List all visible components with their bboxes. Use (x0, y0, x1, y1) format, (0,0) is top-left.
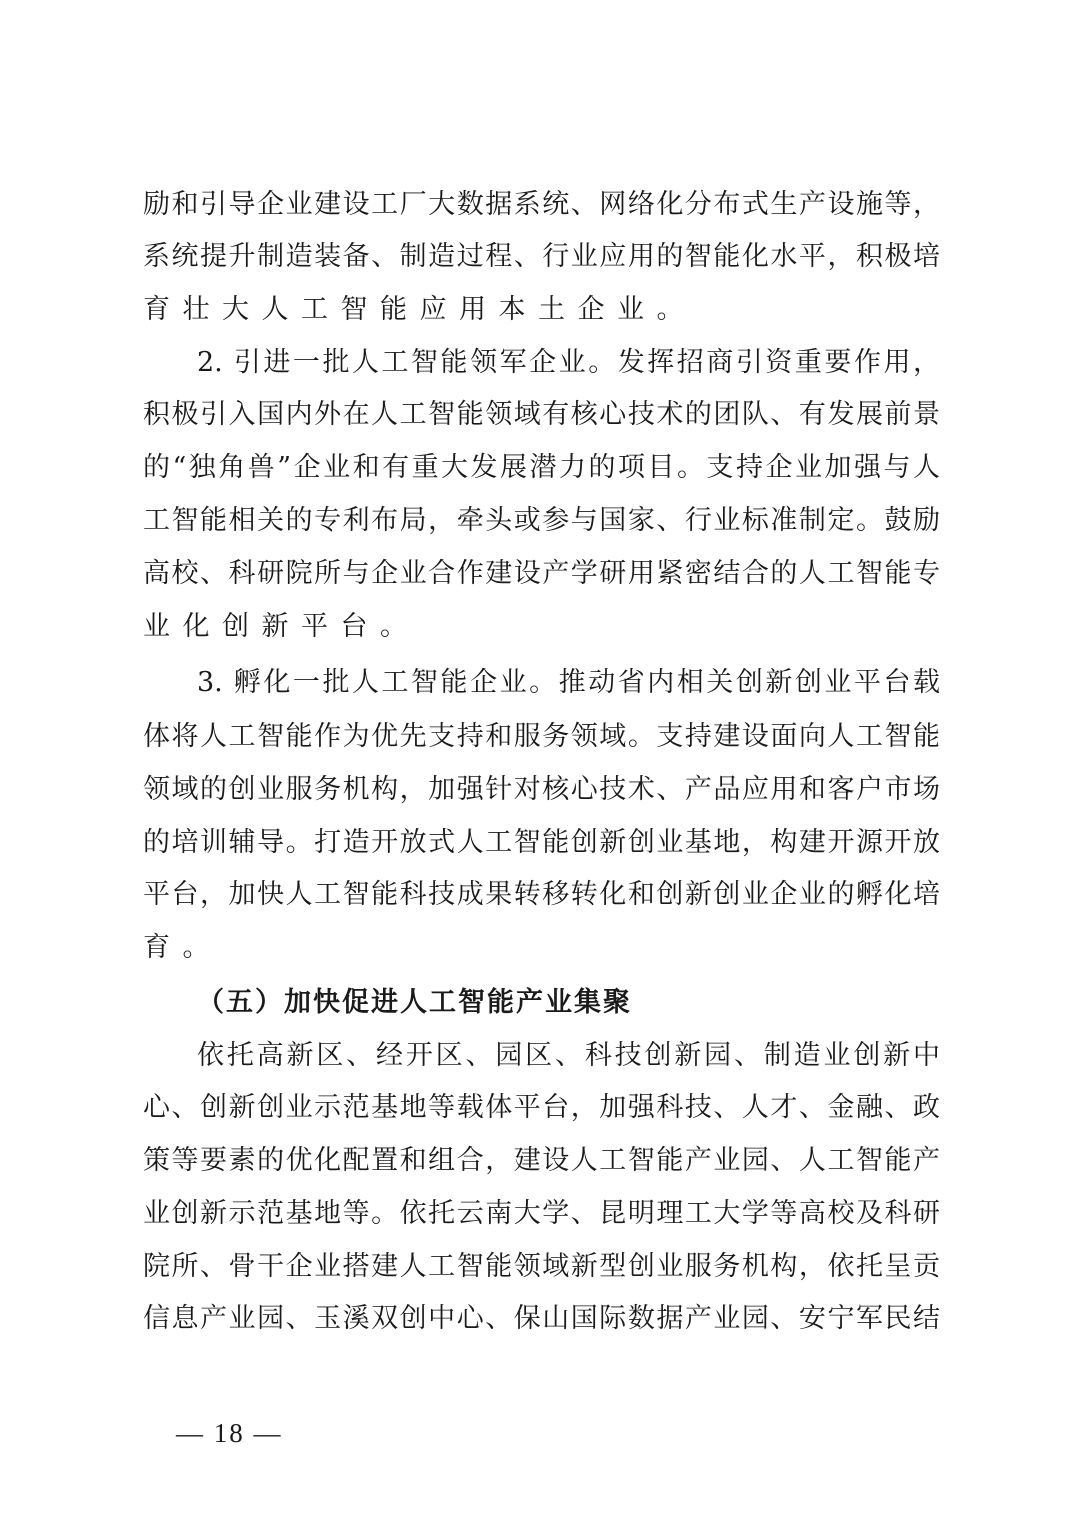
text-line: 心、创新创业示范基地等载体平台，加强科技、人才、金融、政 (143, 1092, 940, 1123)
text-line: 高校、科研院所与企业合作建设产学研用紧密结合的人工智能专 (143, 558, 940, 589)
text-line: 励和引导企业建设工厂大数据系统、网络化分布式生产设施等， (143, 189, 940, 220)
text-line: 体将人工智能作为优先支持和服务领域。支持建设面向人工智能 (143, 721, 940, 752)
text-line: 业化创新平台。 (143, 611, 420, 642)
text-line: 育。 (143, 932, 222, 963)
text-line: 院所、骨干企业搭建人工智能领域新型创业服务机构，依托呈贡 (143, 1251, 940, 1282)
text-line: 积极引入国内外在人工智能领域有核心技术的团队、有发展前景 (143, 399, 940, 430)
text-line: 平台，加快人工智能科技成果转移转化和创新创业企业的孵化培 (143, 879, 940, 910)
text-line: 信息产业园、玉溪双创中心、保山国际数据产业园、安宁军民结 (143, 1303, 940, 1334)
text-line: 依托高新区、经开区、园区、科技创新园、制造业创新中 (197, 1040, 940, 1071)
text-line: （五）加快促进人工智能产业集聚 (197, 987, 632, 1018)
text-line: 领域的创业服务机构，加强针对核心技术、产品应用和客户市场 (143, 774, 940, 805)
text-line: 业创新示范基地等。依托云南大学、昆明理工大学等高校及科研 (143, 1198, 940, 1229)
text-line: 策等要素的优化配置和组合，建设人工智能产业园、人工智能产 (143, 1145, 940, 1176)
text-line: 3. 孵化一批人工智能企业。推动省内相关创新创业平台载 (197, 667, 940, 698)
text-line: 2. 引进一批人工智能领军企业。发挥招商引资重要作用， (197, 347, 940, 378)
text-line: 育壮大人工智能应用本土企业。 (143, 294, 696, 325)
page-number: — 18 — (176, 1418, 283, 1448)
text-line: 工智能相关的专利布局，牵头或参与国家、行业标准制定。鼓励 (143, 505, 940, 536)
text-line: 的培训辅导。打造开放式人工智能创新创业基地，构建开源开放 (143, 827, 940, 858)
text-line: 的“独角兽”企业和有重大发展潜力的项目。支持企业加强与人 (143, 452, 940, 483)
text-line: 系统提升制造装备、制造过程、行业应用的智能化水平，积极培 (143, 241, 940, 272)
